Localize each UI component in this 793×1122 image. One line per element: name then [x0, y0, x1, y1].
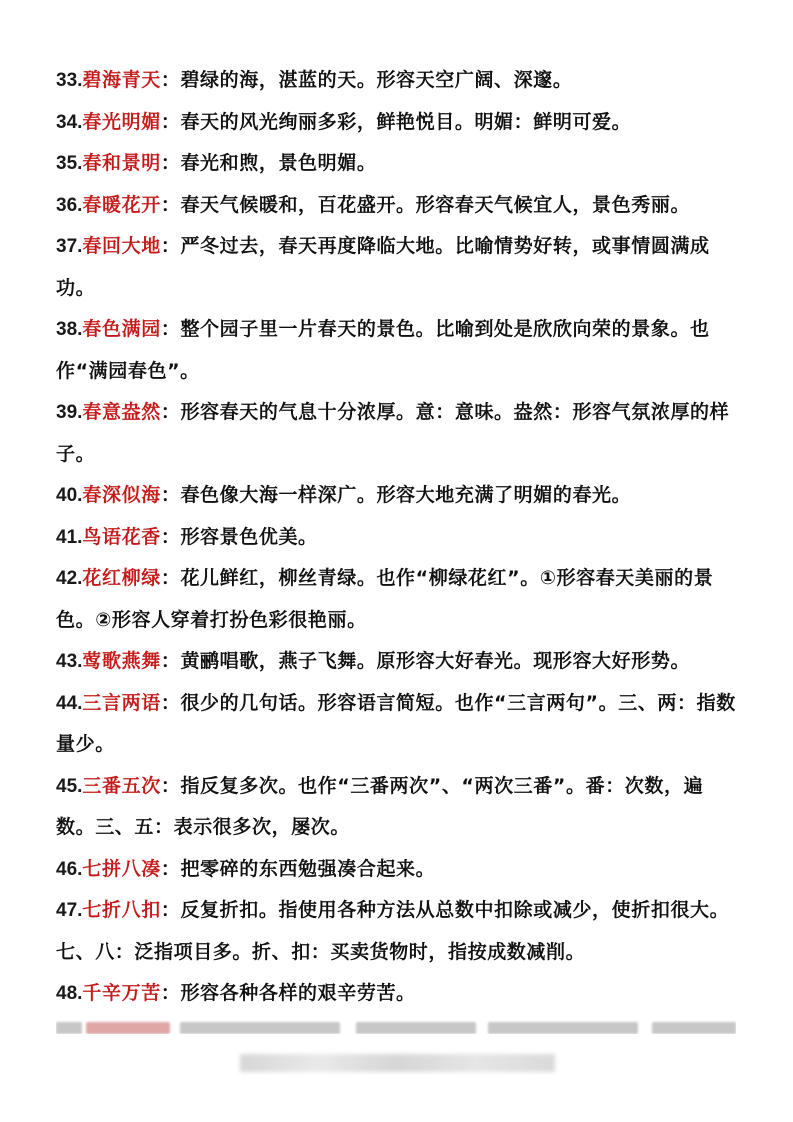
idiom-term: 碧海青天	[82, 69, 161, 91]
idiom-definition: 花儿鲜红，柳丝青绿。也作“柳绿花红”。①形容春天美丽的景色。②形容人穿着打扮色彩很艳丽。	[56, 567, 714, 631]
list-item	[56, 185, 736, 227]
entry-colon: ：	[160, 484, 181, 506]
blurred-watermark	[240, 1054, 555, 1072]
list-item	[56, 683, 736, 766]
cut-off-text-line	[56, 1018, 736, 1034]
entry-number: 41.	[56, 526, 83, 548]
entry-colon: ：	[160, 650, 181, 672]
entry-colon: ：	[160, 318, 181, 340]
entry-colon: ：	[160, 152, 181, 174]
list-item	[56, 60, 736, 102]
entry-number: 33.	[56, 70, 83, 91]
idiom-term: 春回大地	[82, 235, 161, 257]
idiom-term: 七拼八凑	[82, 857, 161, 880]
entry-colon: ：	[160, 69, 181, 91]
entry-number: 45.	[56, 775, 83, 797]
list-item	[56, 766, 736, 849]
idiom-term: 三言两语	[82, 691, 161, 714]
list-item	[56, 517, 736, 559]
list-item	[56, 475, 736, 517]
idiom-definition: 把零碎的东西勉强凑合起来。	[180, 857, 436, 880]
entry-colon: ：	[160, 110, 181, 133]
entry-colon: ：	[160, 401, 181, 423]
idiom-list	[56, 60, 736, 1015]
entry-colon: ：	[160, 774, 181, 797]
idiom-definition: 指反复多次。也作“三番两次”、“两次三番”。番：次数，遍数。三、五：表示很多次，屡次。	[56, 774, 704, 838]
idiom-term: 千辛万苦	[82, 982, 161, 1004]
entry-number: 37.	[56, 236, 83, 257]
idiom-definition: 严冬过去，春天再度降临大地。比喻情势好转，或事情圆满成功。	[56, 235, 710, 299]
entry-colon: ：	[160, 982, 181, 1004]
idiom-definition: 碧绿的海，湛蓝的天。形容天空广阔、深邃。	[180, 69, 573, 91]
idiom-definition: 形容景色优美。	[180, 525, 318, 548]
entry-colon: ：	[160, 691, 181, 714]
idiom-definition: 春色像大海一样深广。形容大地充满了明媚的春光。	[180, 484, 632, 506]
idiom-definition: 春天的风光绚丽多彩，鲜艳悦目。明媚：鲜明可爱。	[180, 110, 632, 133]
idiom-term: 春光明媚	[82, 110, 161, 133]
entry-number: 35.	[56, 153, 83, 174]
entry-number: 42.	[56, 568, 83, 589]
entry-number: 39.	[56, 402, 83, 423]
idiom-definition: 反复折扣。指使用各种方法从总数中扣除或减少，使折扣很大。七、八：泛指项目多。折、扣：买卖货物时，指按成数减削。	[56, 899, 730, 963]
idiom-definition: 春光和煦，景色明媚。	[180, 152, 377, 174]
idiom-definition: 黄鹂唱歌，燕子飞舞。原形容大好春光。现形容大好形势。	[180, 650, 691, 672]
idiom-term: 春暖花开	[82, 193, 161, 216]
idiom-definition: 春天气候暖和，百花盛开。形容春天气候宜人，景色秀丽。	[180, 193, 691, 216]
list-item	[56, 226, 736, 309]
idiom-term: 春意盎然	[82, 401, 161, 423]
entry-colon: ：	[160, 235, 181, 257]
list-item	[56, 558, 736, 641]
idiom-definition: 形容各种各样的艰辛劳苦。	[180, 982, 416, 1004]
idiom-term: 三番五次	[82, 774, 161, 797]
idiom-term: 花红柳绿	[82, 567, 161, 589]
idiom-definition: 形容春天的气息十分浓厚。意：意味。盎然：形容气氛浓厚的样子。	[56, 401, 730, 465]
idiom-term: 莺歌燕舞	[82, 650, 161, 672]
list-item	[56, 309, 736, 392]
entry-number: 36.	[56, 194, 83, 216]
idiom-term: 鸟语花香	[82, 525, 161, 548]
entry-number: 44.	[56, 692, 83, 714]
entry-number: 46.	[56, 858, 83, 880]
entry-number: 40.	[56, 485, 83, 506]
entry-colon: ：	[160, 525, 181, 548]
idiom-term: 春深似海	[82, 484, 161, 506]
idiom-term: 春和景明	[82, 152, 161, 174]
entry-number: 47.	[56, 900, 83, 921]
idiom-definition: 整个园子里一片春天的景色。比喻到处是欣欣向荣的景象。也作“满园春色”。	[56, 318, 710, 382]
entry-colon: ：	[160, 567, 181, 589]
entry-number: 34.	[56, 111, 83, 133]
entry-colon: ：	[160, 899, 181, 921]
list-item	[56, 102, 736, 144]
list-item	[56, 973, 736, 1015]
idiom-definition: 很少的几句话。形容语言简短。也作“三言两句”。三、两：指数量少。	[56, 691, 736, 755]
list-item	[56, 641, 736, 683]
entry-number: 43.	[56, 651, 83, 672]
list-item	[56, 849, 736, 891]
list-item	[56, 392, 736, 475]
entry-colon: ：	[160, 193, 181, 216]
list-item	[56, 143, 736, 185]
entry-number: 48.	[56, 983, 83, 1004]
list-item	[56, 890, 736, 973]
entry-colon: ：	[160, 857, 181, 880]
idiom-term: 七折八扣	[82, 899, 161, 921]
entry-number: 38.	[56, 319, 83, 340]
idiom-term: 春色满园	[82, 318, 161, 340]
